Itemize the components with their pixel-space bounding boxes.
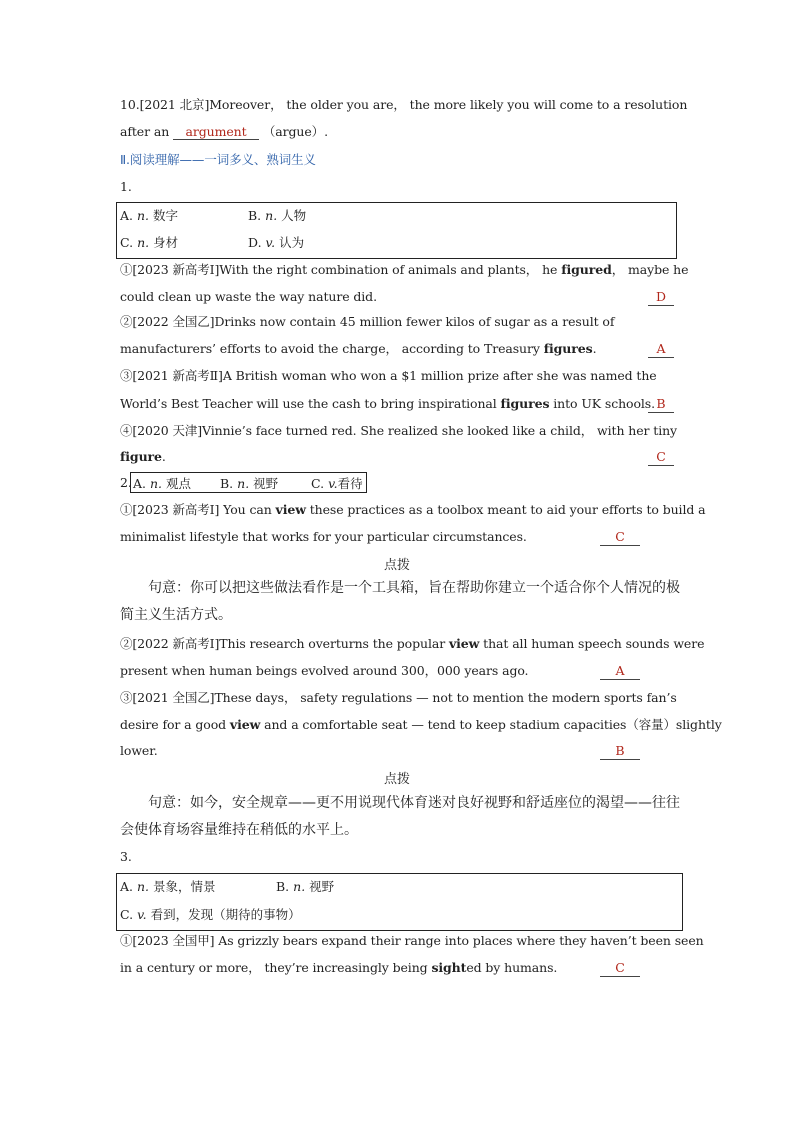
group1-option-c: C. n. 身材 — [120, 235, 179, 250]
g1-item4-line1: ④[2020 天津]Vinnie’s face turned red. She realized she looked like a child， with her tiny — [120, 423, 678, 438]
g3-item1-answer[interactable]: C — [600, 960, 640, 977]
g1-item3-line1: ③[2021 新高考Ⅱ]A British woman who won a $1 million prize after she was named the — [120, 368, 657, 383]
g1-item2-answer[interactable]: A — [648, 341, 674, 358]
q10-answer-blank[interactable]: argument — [173, 124, 259, 140]
g1-item3-answer[interactable]: B — [648, 396, 674, 413]
g1-item1-line1: ①[2023 新高考Ⅰ]With the right combination of animals and plants， he figured， maybe he — [120, 262, 689, 277]
g2-item2-line1: ②[2022 新高考Ⅰ]This research overturns the popular view that all human speech sounds were — [120, 636, 705, 651]
tip1-title: 点拨 — [383, 558, 410, 573]
group3-option-b: B. n. 视野 — [276, 879, 335, 894]
g2-item2-line2: present when human beings evolved around 300，000 years ago. — [120, 663, 529, 678]
group1-option-a: A. n. 数字 — [120, 208, 179, 223]
tip1-text: 句意：你可以把这些做法看作是一个工具箱，旨在帮助你建立一个适合你个人情况的极简主义生活方式。 — [120, 580, 680, 623]
g1-item1-line2: could clean up waste the way nature did. — [120, 289, 377, 304]
g1-item2-line1: ②[2022 全国乙]Drinks now contain 45 million fewer kilos of sugar as a result of — [120, 314, 615, 329]
group3-option-c: C. v. 看到，发现（期待的事物） — [120, 907, 301, 922]
g2-item1-line1: ①[2023 新高考Ⅰ] You can view these practices as a toolbox meant to aid your efforts to build a — [120, 502, 706, 517]
group1-number: 1. — [120, 179, 132, 194]
tip2-text: 句意：如今，安全规章——更不用说现代体育迷对良好视野和舒适座位的渴望——往往会使体育场容量维持在稍低的水平上。 — [120, 795, 680, 838]
group3-option-a: A. n. 景象，情景 — [120, 879, 216, 894]
q10-hint: （argue）. — [262, 124, 328, 139]
group1-option-d: D. v. 认为 — [248, 235, 305, 250]
g2-item1-line2: minimalist lifestyle that works for your particular circumstances. — [120, 529, 527, 544]
g2-item3-line3: lower. — [120, 743, 158, 758]
section-title: Ⅱ.阅读理解——一词多义、熟词生义 — [120, 152, 316, 167]
group2-option-c: C. v.看待 — [311, 476, 363, 491]
group2-option-a: A. n. 观点 — [133, 476, 192, 491]
g3-item1-line2: in a century or more， they’re increasingly being sighted by humans. — [120, 960, 558, 975]
group2-number: 2. — [120, 475, 132, 490]
group2-option-b: B. n. 视野 — [220, 476, 279, 491]
g1-item3-line2: World’s Best Teacher will use the cash to bring inspirational figures into UK schools. — [120, 396, 655, 411]
tip2-title: 点拨 — [383, 772, 410, 787]
group2-options-box — [130, 472, 367, 493]
g1-item4-answer[interactable]: C — [648, 449, 674, 466]
g2-item3-answer[interactable]: B — [600, 743, 640, 760]
q10-prefix: after an — [120, 124, 170, 139]
g1-item2-line2: manufacturers’ efforts to avoid the charge， according to Treasury figures. — [120, 341, 597, 356]
g2-item3-line1: ③[2021 全国乙]These days， safety regulations — not to mention the modern sports fan’s — [120, 690, 677, 705]
group1-option-b: B. n. 人物 — [248, 208, 307, 223]
group3-options-box — [116, 873, 683, 931]
g1-item4-line2: figure. — [120, 449, 166, 464]
g2-item1-answer[interactable]: C — [600, 529, 640, 546]
g2-item2-answer[interactable]: A — [600, 663, 640, 680]
group3-number: 3. — [120, 849, 132, 864]
q10-line2 — [120, 124, 328, 140]
g2-item3-line2: desire for a good view and a comfortable seat — tend to keep stadium capacities（容量）slightly — [120, 717, 722, 732]
g1-item1-answer[interactable]: D — [648, 289, 674, 306]
q10-line1: 10.[2021 北京]Moreover， the older you are， the more likely you will come to a resolution — [120, 97, 688, 112]
g3-item1-line1: ①[2023 全国甲] As grizzly bears expand their range into places where they haven’t been seen — [120, 933, 704, 948]
group1-options-box — [116, 202, 677, 259]
